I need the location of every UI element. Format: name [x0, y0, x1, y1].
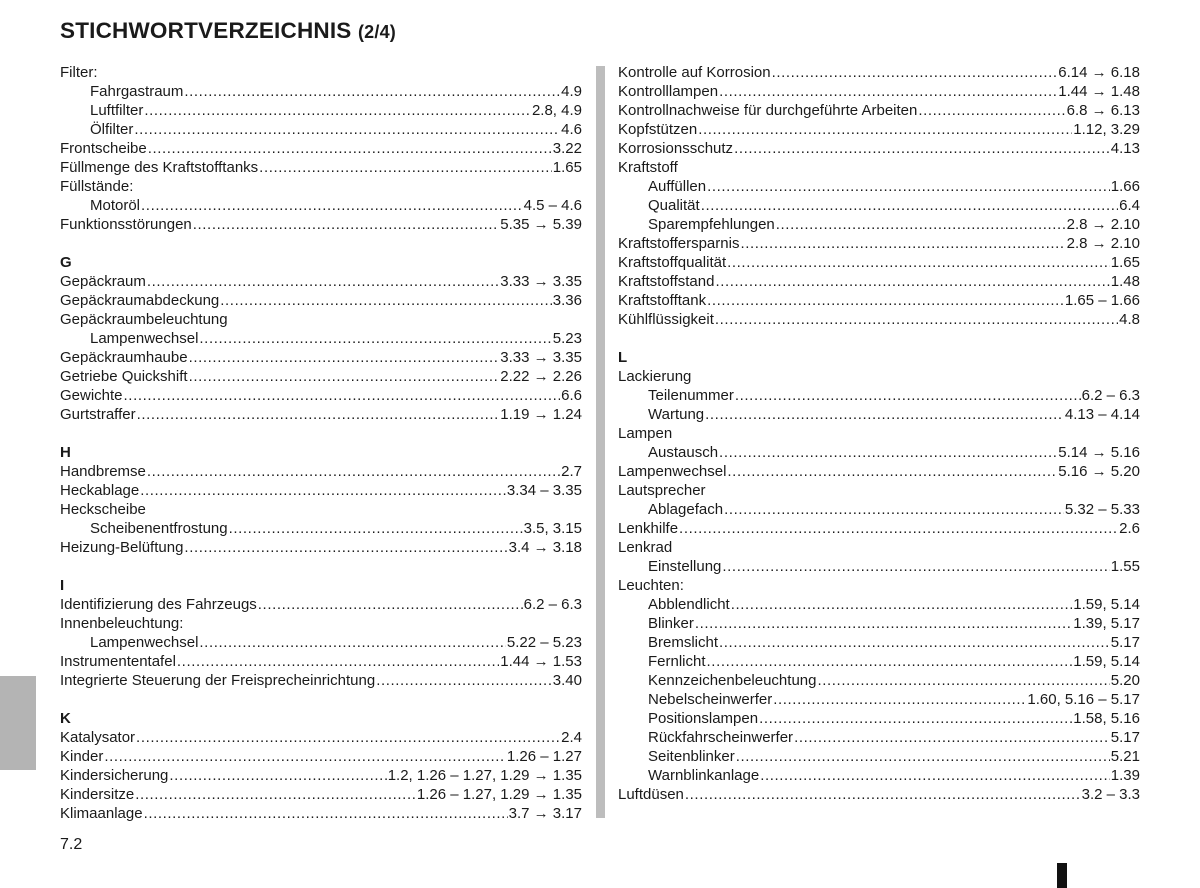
dot-leader [727, 253, 1110, 272]
entry-page-reference: 2.6 [1119, 520, 1140, 537]
index-group-heading [618, 424, 1140, 443]
entry-term: Seitenblinker [648, 748, 735, 765]
dot-leader [144, 101, 531, 120]
entry-term: Frontscheibe [60, 140, 147, 157]
dot-leader [740, 234, 1065, 253]
entry-term: Positionslampen [648, 710, 759, 727]
entry-term: Kraftstoffstand [618, 273, 715, 290]
index-entry [60, 405, 582, 424]
entry-term: Scheibenentfrostung [90, 520, 228, 537]
index-subentry [618, 215, 1140, 234]
dot-leader [169, 766, 386, 785]
index-subentry [618, 747, 1140, 766]
dot-leader [724, 500, 1064, 519]
index-subentry [618, 671, 1140, 690]
index-section-letter [618, 348, 1140, 367]
index-entry [60, 348, 582, 367]
index-column-left [60, 63, 582, 823]
entry-page-reference: 2.7 [561, 463, 582, 480]
entry-page-reference: 1.19 → 1.24 [500, 406, 582, 423]
entry-term: Funktionsstörungen [60, 216, 192, 233]
entry-term: Heizung-Belüftung [60, 539, 184, 556]
entry-page-reference: 1.59, 5.14 [1073, 596, 1140, 613]
index-group-heading [618, 367, 1140, 386]
index-entry [60, 462, 582, 481]
entry-page-reference: 5.35 → 5.39 [500, 216, 582, 233]
dot-leader [679, 519, 1118, 538]
entry-term: Kraftstofftank [618, 292, 707, 309]
index-entry [618, 253, 1140, 272]
entry-term: Handbremse [60, 463, 146, 480]
entry-term: Kinder [60, 748, 104, 765]
dot-leader [199, 329, 551, 348]
entry-page-reference: 1.44 → 1.53 [500, 653, 582, 670]
dot-leader [229, 519, 523, 538]
entry-term: Heckablage [60, 482, 140, 499]
entry-page-reference: 6.14 → 6.18 [1058, 64, 1140, 81]
dot-leader [189, 348, 500, 367]
entry-term: Gepäckraumhaube [60, 349, 188, 366]
dot-leader [715, 272, 1109, 291]
index-entry [60, 481, 582, 500]
page-title [60, 18, 396, 44]
entry-page-reference: 5.23 [552, 330, 582, 347]
dot-leader [773, 690, 1026, 709]
entry-page-reference: 4.13 – 4.14 [1064, 406, 1140, 423]
dot-leader [727, 462, 1057, 481]
entry-page-reference: 6.8 → 6.13 [1066, 102, 1140, 119]
dot-leader [719, 633, 1110, 652]
entry-term: Leuchten: [618, 577, 684, 594]
title-text: STICHWORTVERZEICHNIS [60, 18, 352, 43]
index-entry [60, 158, 582, 177]
section-spacer [60, 234, 582, 253]
entry-page-reference: 4.6 [561, 121, 582, 138]
index-subentry [618, 405, 1140, 424]
entry-term: Ablagefach [648, 501, 724, 518]
dot-leader [735, 386, 1081, 405]
entry-term: Gurtstraffer [60, 406, 136, 423]
entry-page-reference: 1.39 [1110, 767, 1140, 784]
index-entry [60, 386, 582, 405]
entry-term: K [60, 710, 71, 727]
entry-page-reference: 5.14 → 5.16 [1058, 444, 1140, 461]
entry-term: Kühlflüssigkeit [618, 311, 714, 328]
dot-leader [140, 481, 506, 500]
entry-page-reference: 3.7 → 3.17 [508, 805, 582, 822]
dot-leader [707, 291, 1064, 310]
entry-page-reference: 3.33 → 3.35 [500, 349, 582, 366]
entry-term: Wartung [648, 406, 705, 423]
entry-term: Bremslicht [648, 634, 719, 651]
entry-term: Gepäckraumabdeckung [60, 292, 220, 309]
index-entry [618, 120, 1140, 139]
dot-leader [918, 101, 1065, 120]
entry-page-reference: 1.58, 5.16 [1073, 710, 1140, 727]
entry-page-reference: 3.5, 3.15 [523, 520, 582, 537]
entry-page-reference: 3.40 [552, 672, 582, 689]
entry-term: Fernlicht [648, 653, 706, 670]
dot-leader [817, 671, 1109, 690]
entry-term: Füllstände: [60, 178, 134, 195]
entry-term: Einstellung [648, 558, 722, 575]
entry-page-reference: 6.4 [1119, 197, 1140, 214]
entry-term: Katalysator [60, 729, 136, 746]
entry-term: Ölfilter [90, 121, 134, 138]
title-part-indicator: (2/4) [357, 22, 396, 42]
entry-page-reference: 4.8 [1119, 311, 1140, 328]
index-entry [60, 804, 582, 823]
dot-leader [707, 652, 1073, 671]
entry-page-reference: 6.6 [561, 387, 582, 404]
dot-leader [794, 728, 1110, 747]
index-group-heading [60, 310, 582, 329]
dot-leader [147, 272, 499, 291]
entry-page-reference: 6.2 – 6.3 [523, 596, 582, 613]
dot-leader [135, 785, 416, 804]
dot-leader [144, 804, 508, 823]
index-entry [60, 652, 582, 671]
entry-term: Lautsprecher [618, 482, 706, 499]
entry-page-reference: 5.22 – 5.23 [506, 634, 582, 651]
section-spacer [60, 690, 582, 709]
index-entry [60, 139, 582, 158]
index-entry [60, 595, 582, 614]
index-subentry [618, 595, 1140, 614]
entry-page-reference: 1.26 – 1.27 [506, 748, 582, 765]
entry-term: Kennzeichenbeleuchtung [648, 672, 817, 689]
entry-term: Filter: [60, 64, 98, 81]
index-subentry [618, 386, 1140, 405]
dot-leader [736, 747, 1110, 766]
index-subentry [618, 500, 1140, 519]
entry-term: Warnblinkanlage [648, 767, 760, 784]
corner-mark [1057, 863, 1067, 888]
index-subentry [618, 177, 1140, 196]
dot-leader [719, 82, 1057, 101]
dot-leader [760, 766, 1110, 785]
entry-page-reference: 1.65 [1110, 254, 1140, 271]
dot-leader [776, 215, 1066, 234]
index-column-right [618, 63, 1140, 804]
dot-leader [104, 747, 506, 766]
entry-page-reference: 2.22 → 2.26 [500, 368, 582, 385]
index-subentry [60, 329, 582, 348]
section-spacer [60, 557, 582, 576]
entry-page-reference: 4.9 [561, 83, 582, 100]
entry-term: L [618, 349, 628, 366]
index-subentry [618, 709, 1140, 728]
entry-page-reference: 1.48 [1110, 273, 1140, 290]
entry-term: Lenkrad [618, 539, 673, 556]
entry-page-reference: 5.20 [1110, 672, 1140, 689]
index-subentry [60, 519, 582, 538]
index-entry [618, 462, 1140, 481]
dot-leader [707, 177, 1110, 196]
index-entry [60, 538, 582, 557]
entry-page-reference: 4.13 [1110, 140, 1140, 157]
entry-term: Instrumententafel [60, 653, 176, 670]
dot-leader [685, 785, 1081, 804]
index-group-heading [618, 158, 1140, 177]
entry-term: Getriebe Quickshift [60, 368, 188, 385]
entry-page-reference: 3.34 – 3.35 [506, 482, 582, 499]
entry-page-reference: 1.66 [1110, 178, 1140, 195]
entry-term: Gewichte [60, 387, 123, 404]
index-section-letter [60, 576, 582, 595]
dot-leader [759, 709, 1072, 728]
dot-leader [701, 196, 1118, 215]
entry-page-reference: 3.36 [552, 292, 582, 309]
entry-term: Teilenummer [648, 387, 734, 404]
entry-term: Lampenwechsel [618, 463, 727, 480]
index-entry [618, 63, 1140, 82]
index-entry [618, 519, 1140, 538]
index-subentry [60, 101, 582, 120]
entry-term: Kraftstoffersparnis [618, 235, 740, 252]
index-entry [618, 234, 1140, 253]
entry-page-reference: 4.5 – 4.6 [523, 197, 582, 214]
entry-term: Lampenwechsel [90, 330, 199, 347]
dot-leader [177, 652, 499, 671]
dot-leader [695, 614, 1072, 633]
entry-term: Lackierung [618, 368, 692, 385]
entry-term: Kraftstoffqualität [618, 254, 727, 271]
index-entry [60, 728, 582, 747]
entry-term: Blinker [648, 615, 694, 632]
index-entry [618, 291, 1140, 310]
index-group-heading [618, 576, 1140, 595]
dot-leader [148, 139, 552, 158]
index-entry [618, 101, 1140, 120]
index-subentry [618, 196, 1140, 215]
entry-term: Qualität [648, 197, 700, 214]
dot-leader [193, 215, 500, 234]
index-section-letter [60, 709, 582, 728]
entry-term: I [60, 577, 65, 594]
entry-page-reference: 3.4 → 3.18 [508, 539, 582, 556]
index-group-heading [60, 614, 582, 633]
entry-page-reference: 5.21 [1110, 748, 1140, 765]
index-group-heading [60, 63, 582, 82]
entry-term: Integrierte Steuerung der Freisprecheinrichtung [60, 672, 376, 689]
entry-page-reference: 5.16 → 5.20 [1058, 463, 1140, 480]
index-subentry [60, 196, 582, 215]
dot-leader [258, 595, 523, 614]
entry-page-reference: 1.26 – 1.27, 1.29 → 1.35 [416, 786, 582, 803]
dot-leader [147, 462, 560, 481]
entry-page-reference: 2.8 → 2.10 [1066, 235, 1140, 252]
index-group-heading [618, 481, 1140, 500]
dot-leader [184, 82, 560, 101]
index-entry [60, 671, 582, 690]
entry-term: Kopfstützen [618, 121, 698, 138]
dot-leader [141, 196, 523, 215]
index-group-heading [60, 500, 582, 519]
entry-term: H [60, 444, 71, 461]
entry-page-reference: 3.2 – 3.3 [1081, 786, 1140, 803]
entry-term: Luftdüsen [618, 786, 684, 803]
entry-page-reference: 1.55 [1110, 558, 1140, 575]
dot-leader [376, 671, 552, 690]
index-subentry [618, 614, 1140, 633]
index-group-heading [60, 177, 582, 196]
index-subentry [618, 690, 1140, 709]
index-entry [618, 139, 1140, 158]
index-group-heading [618, 538, 1140, 557]
index-entry [618, 82, 1140, 101]
index-section-letter [60, 443, 582, 462]
index-subentry [618, 766, 1140, 785]
entry-term: Kraftstoff [618, 159, 678, 176]
entry-term: Gepäckraum [60, 273, 146, 290]
entry-page-reference: 5.32 – 5.33 [1064, 501, 1140, 518]
dot-leader [199, 633, 506, 652]
index-subentry [618, 633, 1140, 652]
index-subentry [618, 728, 1140, 747]
entry-term: Lampenwechsel [90, 634, 199, 651]
index-subentry [618, 443, 1140, 462]
entry-page-reference: 2.8 → 2.10 [1066, 216, 1140, 233]
entry-term: Motoröl [90, 197, 141, 214]
entry-page-reference: 5.17 [1110, 729, 1140, 746]
entry-page-reference: 1.2, 1.26 – 1.27, 1.29 → 1.35 [387, 767, 582, 784]
dot-leader [715, 310, 1118, 329]
entry-page-reference: 1.60, 5.16 – 5.17 [1027, 691, 1140, 708]
page-number: 7.2 [60, 836, 83, 853]
entry-term: Heckscheibe [60, 501, 146, 518]
index-entry [618, 785, 1140, 804]
entry-term: G [60, 254, 72, 271]
index-entry [60, 367, 582, 386]
entry-term: Luftfilter [90, 102, 144, 119]
entry-term: Gepäckraumbeleuchtung [60, 311, 228, 328]
index-entry [618, 310, 1140, 329]
dot-leader [184, 538, 507, 557]
dot-leader [731, 595, 1073, 614]
entry-term: Identifizierung des Fahrzeugs [60, 596, 257, 613]
dot-leader [134, 120, 560, 139]
entry-page-reference: 1.39, 5.17 [1073, 615, 1140, 632]
entry-page-reference: 3.33 → 3.35 [500, 273, 582, 290]
dot-leader [705, 405, 1064, 424]
index-subentry [60, 82, 582, 101]
entry-term: Sparempfehlungen [648, 216, 775, 233]
index-section-letter [60, 253, 582, 272]
dot-leader [137, 405, 500, 424]
entry-term: Korrosionsschutz [618, 140, 734, 157]
entry-term: Kontrolle auf Korrosion [618, 64, 771, 81]
entry-term: Rückfahrscheinwerfer [648, 729, 794, 746]
entry-term: Lenkhilfe [618, 520, 679, 537]
entry-page-reference: 6.2 – 6.3 [1081, 387, 1140, 404]
entry-term: Kontrolllampen [618, 83, 719, 100]
index-subentry [618, 557, 1140, 576]
dot-leader [772, 63, 1058, 82]
entry-term: Fahrgastraum [90, 83, 184, 100]
index-subentry [618, 652, 1140, 671]
index-entry [60, 215, 582, 234]
dot-leader [719, 443, 1057, 462]
dot-leader [259, 158, 552, 177]
section-spacer [618, 329, 1140, 348]
dot-leader [734, 139, 1110, 158]
entry-term: Kindersitze [60, 786, 135, 803]
index-entry [60, 747, 582, 766]
dot-leader [136, 728, 560, 747]
entry-term: Füllmenge des Kraftstofftanks [60, 159, 259, 176]
chapter-tab-marker [0, 676, 36, 770]
index-subentry [60, 120, 582, 139]
entry-term: Auffüllen [648, 178, 707, 195]
entry-term: Kindersicherung [60, 767, 169, 784]
entry-term: Austausch [648, 444, 719, 461]
entry-term: Abblendlicht [648, 596, 730, 613]
dot-leader [722, 557, 1109, 576]
index-entry [618, 272, 1140, 291]
entry-page-reference: 1.65 [552, 159, 582, 176]
entry-page-reference: 5.17 [1110, 634, 1140, 651]
index-subentry [60, 633, 582, 652]
index-entry [60, 766, 582, 785]
entry-page-reference: 1.59, 5.14 [1073, 653, 1140, 670]
entry-page-reference: 2.4 [561, 729, 582, 746]
entry-term: Kontrollnachweise für durchgeführte Arbeiten [618, 102, 918, 119]
entry-page-reference: 1.12, 3.29 [1073, 121, 1140, 138]
dot-leader [698, 120, 1072, 139]
index-entry [60, 291, 582, 310]
entry-term: Lampen [618, 425, 673, 442]
section-spacer [60, 424, 582, 443]
entry-page-reference: 2.8, 4.9 [531, 102, 582, 119]
entry-page-reference: 1.44 → 1.48 [1058, 83, 1140, 100]
column-divider [596, 66, 605, 818]
dot-leader [189, 367, 500, 386]
entry-term: Klimaanlage [60, 805, 143, 822]
entry-term: Innenbeleuchtung: [60, 615, 184, 632]
index-entry [60, 272, 582, 291]
index-entry [60, 785, 582, 804]
entry-page-reference: 1.65 – 1.66 [1064, 292, 1140, 309]
dot-leader [124, 386, 561, 405]
entry-term: Nebelscheinwerfer [648, 691, 773, 708]
entry-page-reference: 3.22 [552, 140, 582, 157]
dot-leader [220, 291, 552, 310]
